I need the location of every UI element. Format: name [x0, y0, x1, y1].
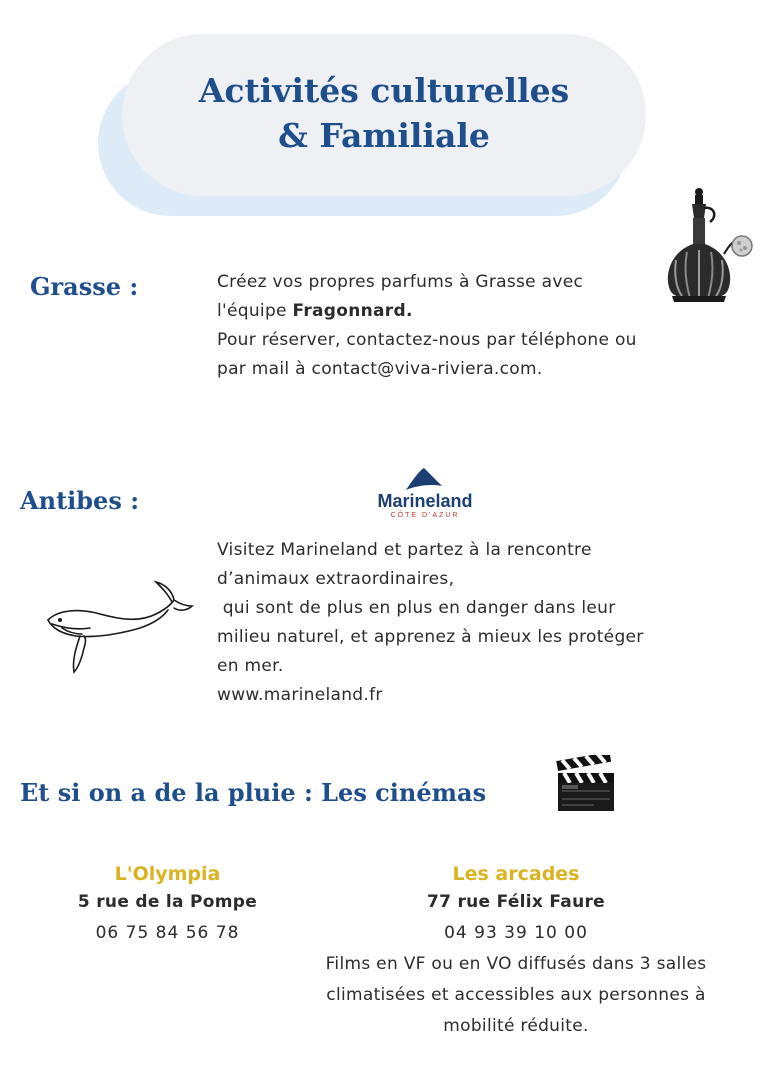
grasse-text	[217, 268, 757, 384]
grasse-line-3: Pour réserver, contactez-nous par téléphone ou	[217, 330, 637, 350]
antibes-line-2: d’animaux extraordinaires,	[217, 569, 455, 589]
arcades-phone: 04 93 39 10 00	[444, 923, 588, 943]
olympia-name: L'Olympia	[114, 863, 221, 885]
clapperboard-icon	[554, 755, 616, 813]
grasse-heading: Grasse :	[30, 272, 139, 301]
grasse-line-2	[217, 297, 757, 326]
antibes-heading: Antibes :	[20, 486, 140, 515]
marineland-logo	[360, 466, 490, 526]
antibes-line-1: Visitez Marineland et partez à la rencontre	[217, 540, 592, 560]
grasse-line-2-text: l'équipe	[217, 301, 293, 321]
antibes-line-3: qui sont de plus en plus en danger dans leur	[217, 598, 616, 618]
page-title-line-2: & Familiale	[278, 116, 490, 155]
antibes-text	[217, 536, 762, 710]
antibes-line-5: en mer.	[217, 656, 284, 676]
arcades-desc-line-1: Films en VF ou en VO diffusés dans 3 salles	[325, 954, 707, 974]
cinemas-heading: Et si on a de la pluie : Les cinémas	[20, 778, 487, 807]
marineland-logo-name: Marineland	[377, 491, 473, 511]
olympia-address: 5 rue de la Pompe	[77, 892, 258, 912]
arcades-address: 77 rue Félix Faure	[426, 892, 605, 912]
grasse-line-1: Créez vos propres parfums à Grasse avec	[217, 272, 584, 292]
shark-fin-icon	[360, 466, 490, 492]
arcades-desc-line-2: climatisées et accessibles aux personnes à	[326, 985, 706, 1005]
grasse-line-4: par mail à contact@viva-riviera.com.	[217, 359, 543, 379]
arcades-desc-line-3: mobilité réduite.	[443, 1016, 589, 1036]
marineland-logo-tagline: CÔTE D'AZUR	[390, 512, 460, 519]
page-title	[122, 68, 646, 158]
antibes-line-4: milieu naturel, et apprenez à mieux les protéger	[217, 627, 644, 647]
fragonnard-name: Fragonnard.	[292, 301, 413, 321]
olympia-phone: 06 75 84 56 78	[95, 923, 240, 943]
arcades-name: Les arcades	[452, 863, 580, 885]
marineland-url: www.marineland.fr	[217, 685, 383, 705]
whale-icon	[44, 576, 196, 680]
cinema-arcades	[280, 863, 752, 1042]
cinema-olympia	[40, 863, 295, 949]
page-title-line-1: Activités culturelles	[198, 71, 570, 110]
